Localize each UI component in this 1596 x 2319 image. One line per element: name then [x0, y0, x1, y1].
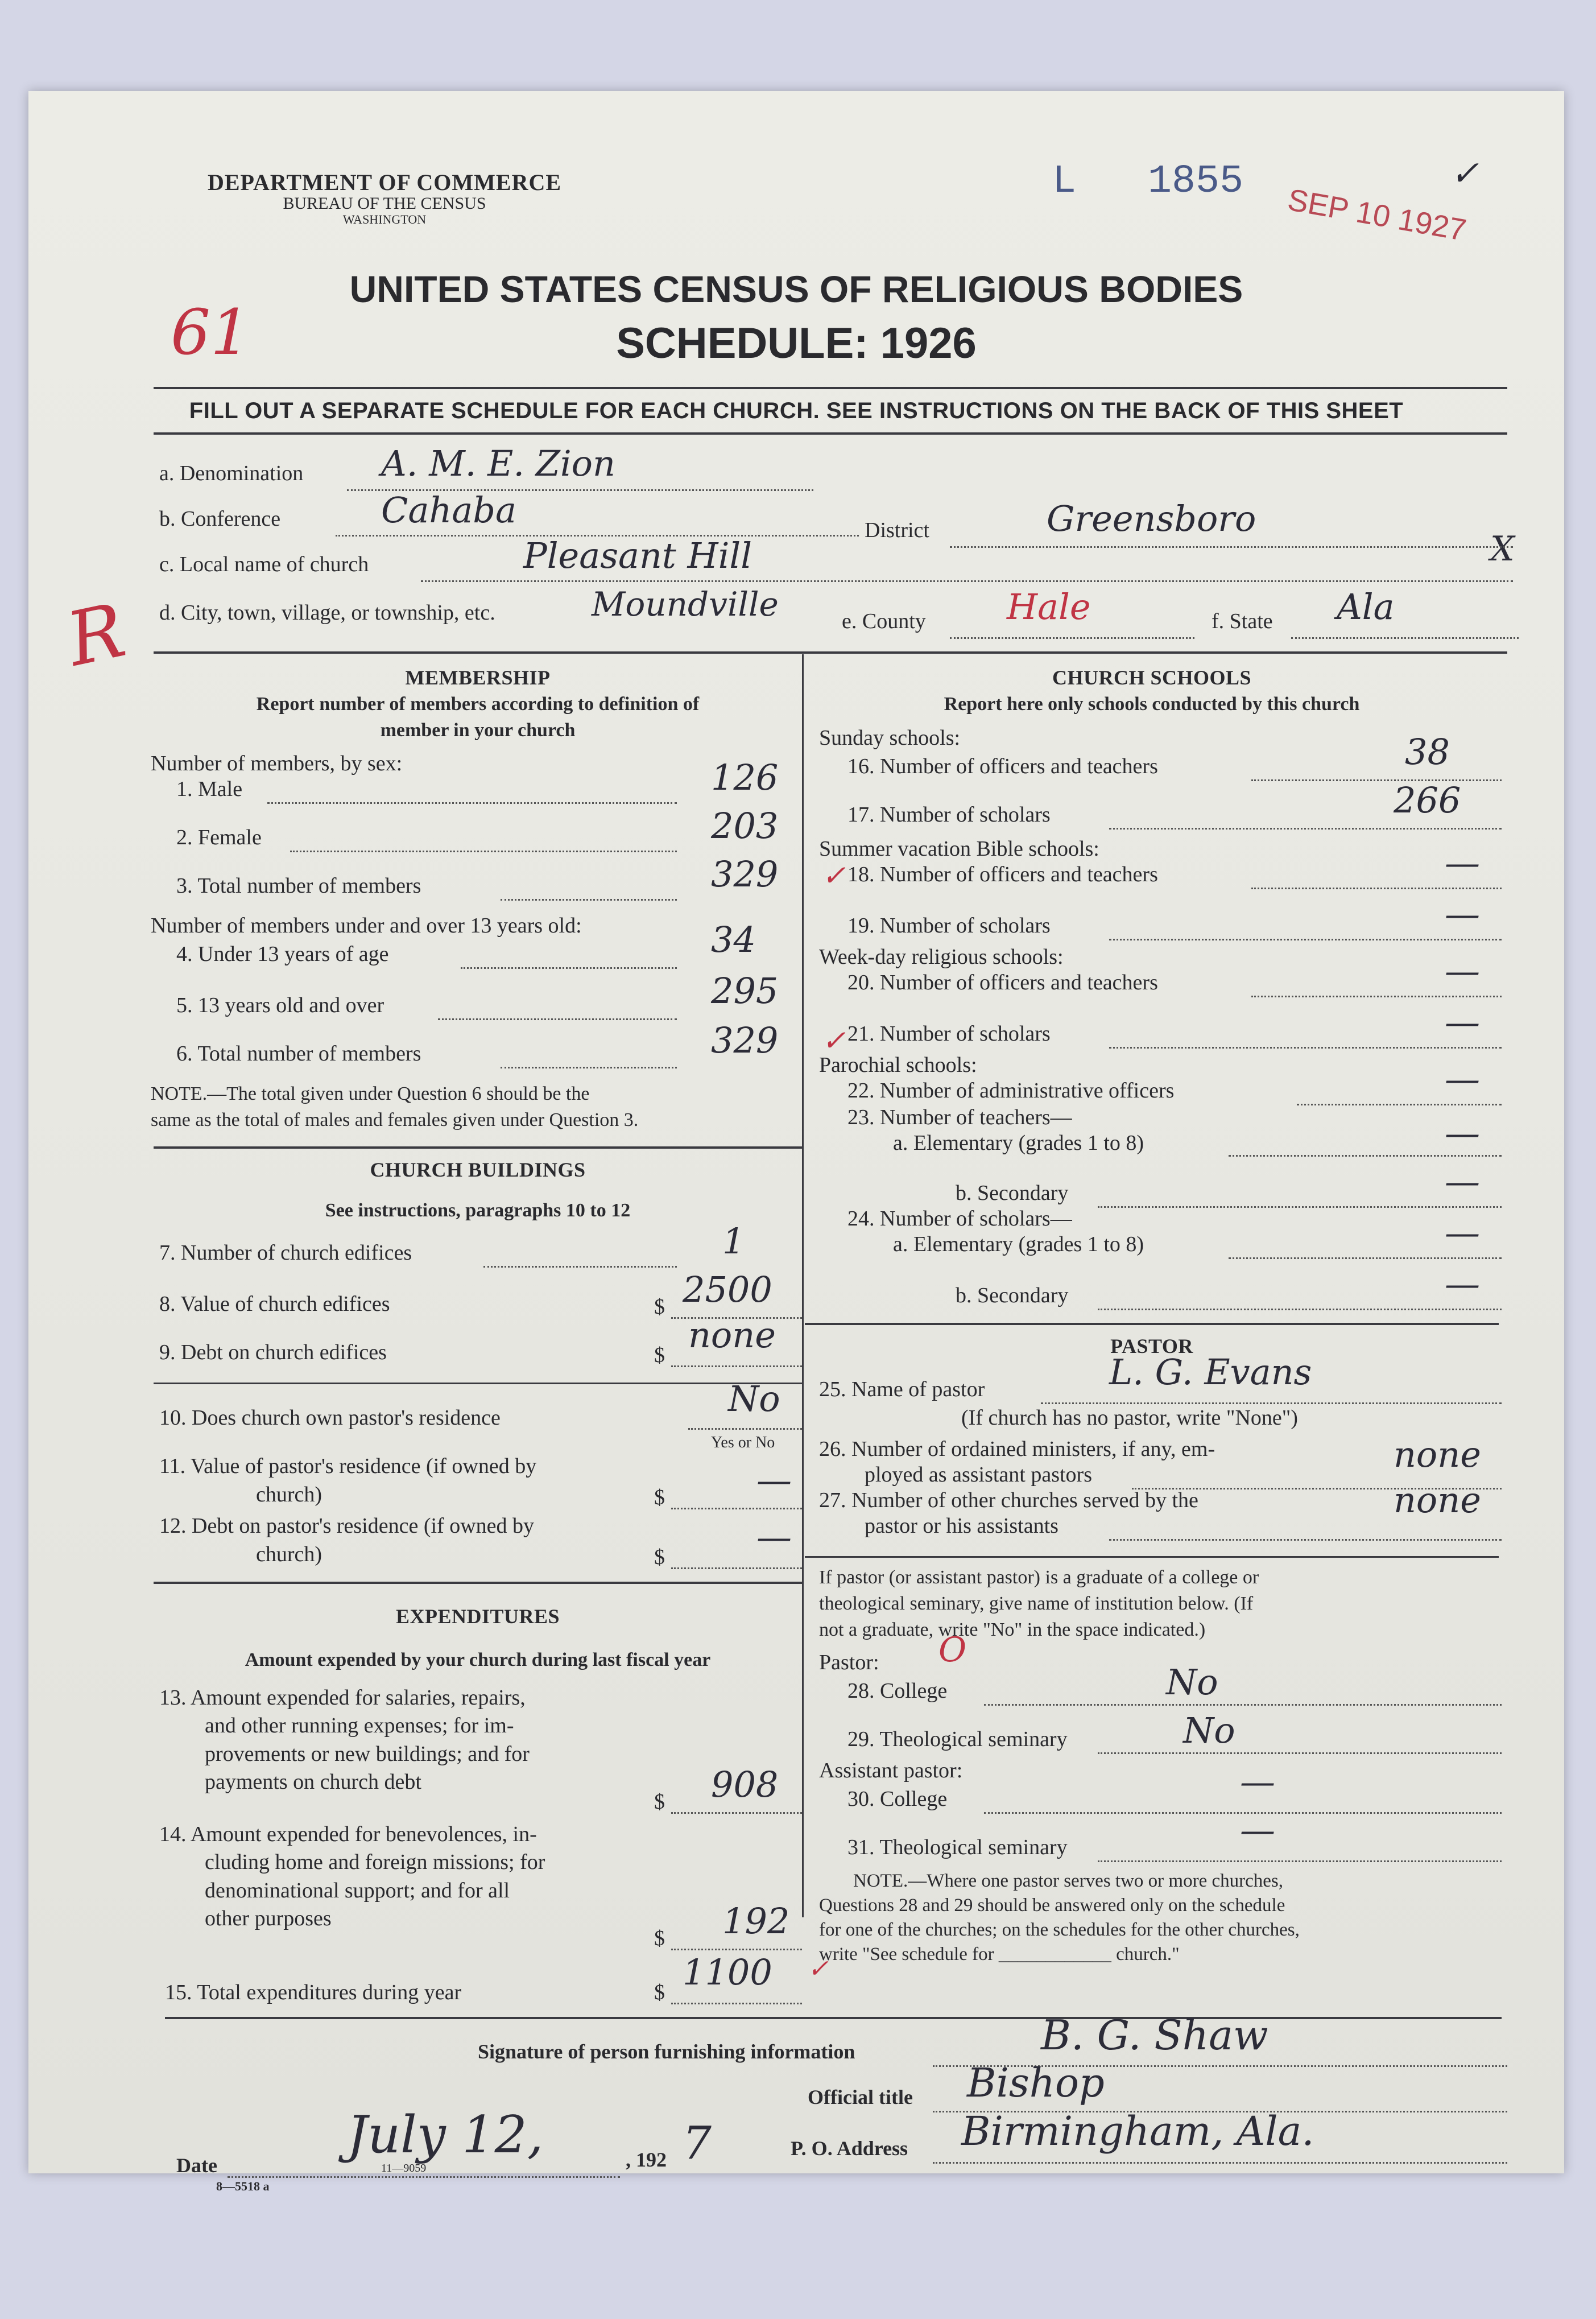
assistant-pastor-label: Assistant pastor:	[819, 1759, 963, 1782]
q8-dollar: $	[654, 1295, 665, 1319]
q26-value[interactable]: none	[1394, 1434, 1481, 1475]
q23a-line	[1229, 1155, 1502, 1157]
q2-label: 2. Female	[176, 826, 262, 849]
q3-label: 3. Total number of members	[176, 874, 421, 898]
q23a-label: a. Elementary (grades 1 to 8)	[893, 1131, 1144, 1155]
q20-label: 20. Number of officers and teachers	[847, 971, 1158, 995]
membership-note-1: NOTE.—The total given under Question 6 should be the	[151, 1083, 590, 1104]
q18-label: 18. Number of officers and teachers	[847, 863, 1158, 886]
q12-line	[671, 1567, 802, 1569]
q12-label-b: church)	[256, 1542, 322, 1566]
q13-line-d: payments on church debt	[205, 1770, 421, 1794]
state-value[interactable]: Ala	[1337, 586, 1395, 628]
date-label: Date	[176, 2154, 217, 2177]
summer-schools-label: Summer vacation Bible schools:	[819, 837, 1099, 861]
dept-line-2: BUREAU OF THE CENSUS	[283, 194, 486, 213]
signature-label: Signature of person furnishing information	[478, 2040, 855, 2063]
q4-line	[461, 967, 677, 969]
q16-label: 16. Number of officers and teachers	[847, 754, 1158, 778]
q1-value[interactable]: 126	[711, 757, 779, 798]
city-label: d. City, town, village, or township, etc.	[159, 601, 495, 625]
q3-line	[501, 899, 677, 901]
pastor-heading: PASTOR	[1110, 1335, 1193, 1357]
red-mark-61: 61	[171, 296, 250, 369]
q3-check: ✓	[822, 859, 846, 892]
q24a-value[interactable]: —	[1445, 1212, 1480, 1253]
form-number: 8—5518 a	[216, 2179, 270, 2193]
q29-label: 29. Theological seminary	[847, 1727, 1068, 1751]
form-title: UNITED STATES CENSUS OF RELIGIOUS BODIES	[349, 268, 1243, 310]
q13-label	[159, 1684, 530, 1797]
county-value[interactable]: Hale	[1007, 586, 1091, 628]
denomination-label: a. Denomination	[159, 461, 304, 485]
q11-line	[671, 1508, 802, 1509]
buildings-mid-rule	[154, 1383, 802, 1384]
po-address-value[interactable]: Birmingham, Ala.	[961, 2108, 1314, 2155]
q16-line	[1251, 779, 1502, 781]
q7-value[interactable]: 1	[722, 1220, 745, 1262]
q21-label: 21. Number of scholars	[847, 1022, 1051, 1046]
q23-label: 23. Number of teachers—	[847, 1105, 1072, 1129]
graduate-instructions	[819, 1565, 1502, 1643]
state-line	[1291, 637, 1519, 639]
q15-value[interactable]: 1100	[683, 1951, 772, 1993]
membership-sub-2: member in your church	[380, 719, 576, 741]
q27-label-a: 27. Number of other churches served by the	[819, 1488, 1198, 1512]
q10-hint: Yes or No	[711, 1434, 775, 1451]
q17-value[interactable]: 266	[1394, 779, 1461, 821]
q20-line	[1251, 996, 1502, 997]
year-digit[interactable]: 7	[683, 2116, 712, 2169]
po-address-label: P. O. Address	[791, 2137, 908, 2160]
q17-label: 17. Number of scholars	[847, 803, 1051, 827]
q26-label-b: ployed as assistant pastors	[865, 1463, 1093, 1487]
denomination-value[interactable]: A. M. E. Zion	[381, 443, 615, 484]
q14-line-a: 14. Amount expended for benevolences, in-	[159, 1822, 537, 1846]
q6-label: 6. Total number of members	[176, 1042, 421, 1066]
conference-value[interactable]: Cahaba	[381, 489, 516, 531]
red-mark-r: R	[60, 587, 133, 683]
q11-label-b: church)	[256, 1483, 322, 1507]
members-by-age-label: Number of members under and over 13 years old:	[151, 914, 582, 938]
q3-value[interactable]: 329	[711, 853, 779, 895]
q5-value[interactable]: 295	[711, 970, 779, 1012]
census-schedule-sheet	[28, 91, 1564, 2193]
q15-label: 15. Total expenditures during year	[165, 1980, 462, 2004]
q20-value[interactable]: —	[1445, 950, 1480, 992]
q14-label	[159, 1821, 545, 1933]
q21-value[interactable]: —	[1445, 1001, 1480, 1043]
graduate-line-2: theological seminary, give name of institution below. (If	[819, 1592, 1254, 1614]
conference-label: b. Conference	[159, 507, 281, 531]
graduate-line-1: If pastor (or assistant pastor) is a graduate of a college or	[819, 1567, 1259, 1588]
q23b-line	[1098, 1206, 1502, 1208]
print-number: 11—9059	[381, 2162, 427, 2174]
q4-label: 4. Under 13 years of age	[176, 942, 389, 966]
q14-value[interactable]: 192	[722, 1900, 790, 1942]
q15-check: ✓	[808, 1954, 829, 1983]
q9-dollar: $	[654, 1343, 665, 1367]
q26-label-a: 26. Number of ordained ministers, if any, em-	[819, 1437, 1215, 1461]
district-label: District	[865, 518, 929, 542]
pastor-note-2: Questions 28 and 29 should be answered only on the schedule	[819, 1895, 1285, 1916]
q31-value[interactable]: —	[1240, 1809, 1275, 1851]
q24b-label: b. Secondary	[956, 1284, 1069, 1307]
q16-value[interactable]: 38	[1405, 731, 1450, 773]
membership-sub-1: Report number of members according to definition of	[256, 694, 700, 715]
q13-value[interactable]: 908	[711, 1764, 779, 1805]
q6-value[interactable]: 329	[711, 1020, 779, 1061]
q8-label: 8. Value of church edifices	[159, 1292, 390, 1316]
stamp-letter: L	[1052, 159, 1077, 204]
stamp-number: 1855	[1148, 159, 1244, 204]
q24b-line	[1098, 1309, 1502, 1310]
column-divider	[802, 654, 804, 1917]
schools-heading: CHURCH SCHOOLS	[1052, 666, 1252, 689]
pastor-note-1: NOTE.—Where one pastor serves two or more churches,	[853, 1871, 1283, 1891]
pastor-note-4: write "See schedule for ____________ church."	[819, 1943, 1180, 1965]
q23b-label: b. Secondary	[956, 1181, 1069, 1205]
pastor-red-mark: O	[938, 1630, 967, 1670]
weekday-schools-label: Week-day religious schools:	[819, 945, 1064, 969]
q22-line	[1297, 1104, 1502, 1105]
graduate-line-3: not a graduate, write "No" in the space indicated.)	[819, 1619, 1206, 1640]
q11-value[interactable]: —	[756, 1459, 792, 1501]
membership-note-2: same as the total of males and females given under Question 3.	[151, 1109, 639, 1130]
official-title-label: Official title	[808, 2086, 913, 2108]
q28-line	[984, 1704, 1502, 1706]
dept-line-1: DEPARTMENT OF COMMERCE	[207, 170, 562, 195]
q10-value[interactable]: No	[728, 1378, 780, 1420]
received-date-stamp: SEP 10 1927	[1285, 182, 1469, 248]
q2-value[interactable]: 203	[711, 805, 779, 847]
official-title-value[interactable]: Bishop	[967, 2060, 1105, 2106]
form-subtitle: SCHEDULE: 1926	[616, 319, 977, 368]
buildings-heading: CHURCH BUILDINGS	[370, 1158, 586, 1181]
members-by-sex-label: Number of members, by sex:	[151, 752, 403, 775]
expenditures-heading: EXPENDITURES	[395, 1605, 560, 1628]
q14-line-c: denominational support; and for all	[205, 1878, 510, 1903]
q25-label: 25. Name of pastor	[819, 1377, 985, 1401]
expenditures-instructions: Amount expended by your church during last fiscal year	[245, 1649, 711, 1670]
q25-hint: (If church has no pastor, write "None")	[961, 1406, 1298, 1430]
q18-line	[1251, 888, 1502, 889]
q31-line	[1098, 1860, 1502, 1862]
pastor-note-3: for one of the churches; on the schedules for the other churches,	[819, 1919, 1300, 1940]
instruction-banner: FILL OUT A SEPARATE SCHEDULE FOR EACH CHURCH. SEE INSTRUCTIONS ON THE BACK OF THIS SHEET	[189, 398, 1404, 423]
q14-line-d: other purposes	[205, 1907, 332, 1931]
date-value[interactable]: July 12,	[347, 2105, 544, 2165]
identity-bottom-rule	[154, 651, 1507, 654]
q14-line-b: cluding home and foreign missions; for	[205, 1850, 545, 1875]
footer-top-rule	[165, 2017, 1502, 2019]
banner-top-rule	[154, 387, 1507, 389]
district-value[interactable]: Greensboro	[1047, 498, 1256, 539]
q13-dollar: $	[654, 1790, 665, 1814]
q9-value[interactable]: none	[688, 1314, 776, 1356]
q15-value-line	[671, 2003, 802, 2004]
q22-label: 22. Number of administrative officers	[847, 1079, 1175, 1103]
county-label: e. County	[842, 609, 926, 633]
q2-line	[290, 851, 677, 852]
q18-value[interactable]: —	[1445, 842, 1480, 884]
membership-note	[151, 1081, 799, 1133]
q7-line	[483, 1266, 677, 1268]
q24b-value[interactable]: —	[1445, 1263, 1480, 1305]
x-mark: X	[1490, 529, 1515, 569]
q12-label-a: 12. Debt on pastor's residence (if owned by	[159, 1514, 535, 1538]
q4-value[interactable]: 34	[711, 919, 756, 960]
state-label: f. State	[1212, 609, 1273, 633]
q1-label: 1. Male	[176, 777, 243, 801]
q24a-label: a. Elementary (grades 1 to 8)	[893, 1232, 1144, 1256]
q17-line	[1109, 828, 1502, 830]
q30-label: 30. College	[847, 1787, 948, 1811]
membership-heading: MEMBERSHIP	[405, 666, 551, 689]
q5-line	[438, 1018, 677, 1020]
q23b-value[interactable]: —	[1445, 1161, 1480, 1202]
q28-value[interactable]: No	[1166, 1661, 1218, 1703]
stamp-check-mark: ✓	[1450, 154, 1479, 193]
local-name-label: c. Local name of church	[159, 552, 369, 576]
q24a-line	[1229, 1257, 1502, 1259]
stamp-serial-number	[1052, 159, 1243, 204]
q9-line	[671, 1365, 802, 1367]
local-name-value[interactable]: Pleasant Hill	[523, 535, 752, 576]
q11-label-a: 11. Value of pastor's residence (if owned by	[159, 1454, 537, 1478]
q14-dollar: $	[654, 1926, 665, 1950]
q24-label: 24. Number of scholars—	[847, 1207, 1072, 1231]
q13-line-a: 13. Amount expended for salaries, repairs,	[159, 1686, 526, 1710]
q9-label: 9. Debt on church edifices	[159, 1340, 387, 1364]
q7-label: 7. Number of church edifices	[159, 1241, 412, 1265]
county-line	[950, 637, 1194, 639]
q27-value[interactable]: none	[1394, 1479, 1481, 1521]
po-address-line	[933, 2162, 1507, 2164]
q22-value[interactable]: —	[1445, 1058, 1480, 1100]
q29-line	[1098, 1752, 1502, 1754]
signature-value[interactable]: B. G. Shaw	[1041, 2011, 1268, 2059]
q6-check: ✓	[822, 1024, 846, 1057]
q11-dollar: $	[654, 1486, 665, 1509]
q21-line	[1109, 1047, 1502, 1049]
parochial-schools-label: Parochial schools:	[819, 1053, 977, 1077]
q19-line	[1109, 939, 1502, 940]
schools-bottom-rule	[805, 1323, 1499, 1325]
district-line	[950, 546, 1513, 548]
q25-line	[1041, 1402, 1502, 1404]
pastor-label: Pastor:	[819, 1650, 879, 1674]
membership-instructions	[154, 691, 802, 744]
q25-value[interactable]: L. G. Evans	[1109, 1351, 1312, 1393]
q8-value[interactable]: 2500	[683, 1269, 772, 1310]
q13-line-b: and other running expenses; for im-	[205, 1714, 514, 1738]
q31-label: 31. Theological seminary	[847, 1835, 1068, 1859]
q1-line	[267, 802, 677, 804]
q28-label: 28. College	[847, 1679, 948, 1703]
buildings-bottom-rule	[154, 1582, 802, 1584]
buildings-instructions: See instructions, paragraphs 10 to 12	[325, 1200, 631, 1221]
q14-value-line	[671, 1949, 802, 1950]
q29-value[interactable]: No	[1183, 1710, 1235, 1751]
q5-label: 5. 13 years old and over	[176, 993, 384, 1017]
q19-label: 19. Number of scholars	[847, 914, 1051, 938]
year-prefix: , 192	[626, 2148, 667, 2171]
pastor-note	[819, 1869, 1513, 1967]
q10-label: 10. Does church own pastor's residence	[159, 1406, 501, 1430]
dept-line-3: WASHINGTON	[342, 212, 427, 226]
city-value[interactable]: Moundville	[592, 585, 779, 624]
q10-line	[688, 1428, 802, 1430]
local-name-line	[421, 580, 1513, 582]
q12-value[interactable]: —	[756, 1516, 792, 1558]
schools-instructions: Report here only schools conducted by this church	[944, 694, 1360, 715]
pastor-mid-rule	[805, 1556, 1499, 1558]
q13-line-c: provements or new buildings; and for	[205, 1742, 530, 1766]
q30-value[interactable]: —	[1240, 1761, 1275, 1802]
q12-dollar: $	[654, 1545, 665, 1569]
date-line	[228, 2176, 620, 2178]
membership-bottom-rule	[154, 1146, 802, 1149]
q13-value-line	[671, 1812, 802, 1814]
department-heading	[163, 171, 606, 226]
sunday-schools-label: Sunday schools:	[819, 726, 961, 750]
q23a-value[interactable]: —	[1445, 1112, 1480, 1154]
q15-dollar: $	[654, 1980, 665, 2004]
q27-line	[1109, 1539, 1502, 1541]
q27-label-b: pastor or his assistants	[865, 1514, 1059, 1538]
q19-value[interactable]: —	[1445, 893, 1480, 935]
q6-line	[501, 1067, 677, 1068]
banner-bottom-rule	[154, 432, 1507, 435]
